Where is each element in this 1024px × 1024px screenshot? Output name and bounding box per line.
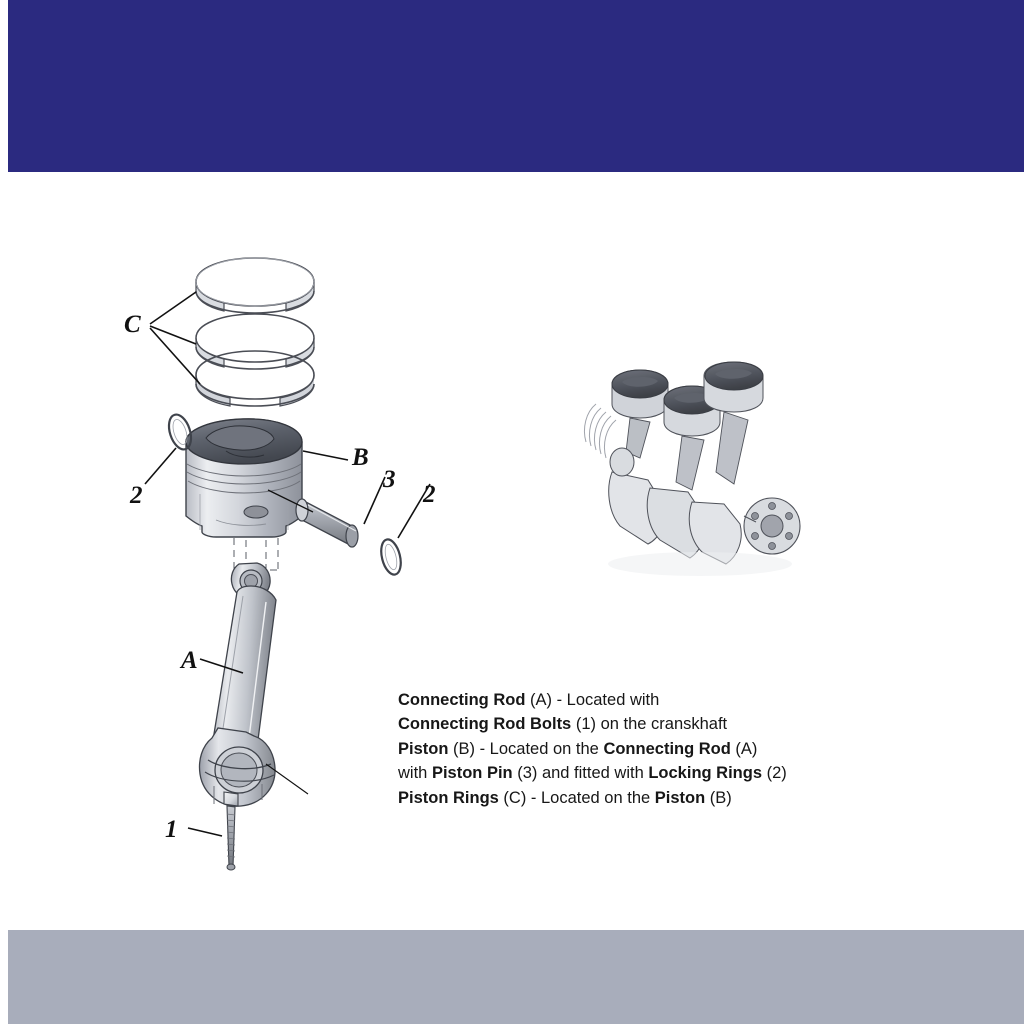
- caption-line-1: [398, 688, 918, 712]
- caption-run-5-2: (C) - Located on the: [498, 788, 655, 807]
- piston-pin: [296, 499, 358, 547]
- piston-group: [186, 419, 302, 537]
- footer-band: [8, 930, 1024, 1024]
- callout-label-b: B: [352, 444, 369, 471]
- caption-run-2-2: (1) on the cranskhaft: [571, 715, 728, 734]
- piston-ring-1: [196, 258, 314, 313]
- caption-run-4-3: (3) and fitted with: [512, 764, 649, 783]
- engine-parts-diagram: [0, 172, 1024, 930]
- crank-gear: [584, 404, 616, 458]
- left-margin-strip: [0, 0, 8, 1024]
- caption-run-4-1: with: [398, 764, 432, 783]
- header-band: [8, 0, 1024, 172]
- crank-flange: [744, 498, 800, 554]
- callout-label-2-right: 2: [423, 481, 436, 508]
- caption-run-1-2: (A) - Located with: [525, 691, 660, 709]
- diagram-canvas: [0, 172, 1024, 930]
- crank-assembly-illustration: [584, 362, 800, 576]
- caption-run-5-1: Piston Rings: [398, 788, 499, 807]
- piston-ring-2: [196, 314, 314, 369]
- caption-line-5: [398, 786, 918, 810]
- leader-b: [303, 451, 348, 460]
- locking-ring-right: [378, 537, 404, 576]
- caption-run-2-1: Connecting Rod Bolts: [398, 715, 572, 734]
- caption-run-4-4: Locking Rings: [648, 764, 763, 783]
- caption-run-4-5: (2): [762, 764, 787, 783]
- leader-2-left: [145, 448, 176, 484]
- connecting-rod: [200, 563, 309, 806]
- caption-run-1-1: Connecting Rod: [398, 691, 526, 709]
- callout-label-2-left: 2: [130, 482, 143, 509]
- caption-run-3-4: (A): [730, 739, 758, 758]
- caption-run-5-4: (B): [705, 788, 732, 807]
- caption-run-3-1: Piston: [398, 739, 449, 758]
- leader-3: [364, 477, 385, 524]
- callout-label-3: 3: [383, 466, 396, 493]
- caption-line-3: [398, 737, 918, 761]
- caption-run-3-2: (B) - Located on the: [448, 739, 604, 758]
- callout-label-a: A: [181, 647, 198, 674]
- caption-run-3-3: Connecting Rod: [603, 739, 731, 758]
- callout-label-c: C: [124, 311, 141, 338]
- caption-line-2: [398, 712, 918, 736]
- leader-c-1: [150, 292, 196, 324]
- connecting-rod-bolt: [224, 792, 238, 870]
- assembly-piston-left: [612, 370, 668, 458]
- leader-1: [188, 828, 222, 836]
- callout-label-1: 1: [165, 816, 178, 843]
- caption-run-5-3: Piston: [654, 788, 706, 807]
- caption-line-4: [398, 761, 918, 785]
- caption-run-4-2: Piston Pin: [431, 764, 513, 783]
- caption-block: [398, 688, 918, 810]
- piston-rings-group: [150, 258, 314, 406]
